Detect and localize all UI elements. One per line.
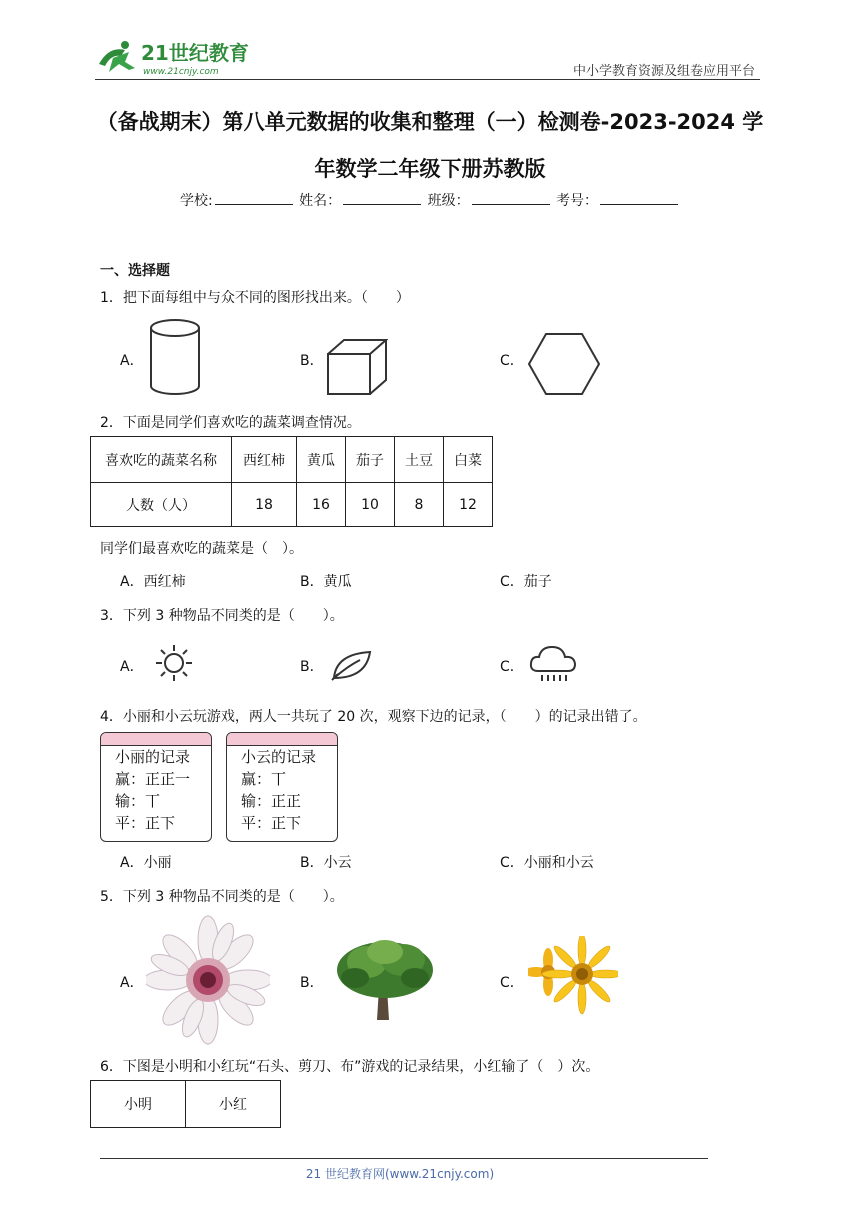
q3-option-c[interactable]: C．	[500, 659, 524, 675]
table-header-cell: 茄子	[346, 437, 395, 483]
question-1: 1．把下面每组中与众不同的图形找出来。（ ）	[100, 290, 410, 306]
table-header-cell: 土豆	[395, 437, 444, 483]
question-4: 4．小丽和小云玩游戏，两人一共玩了 20 次，观察下边的记录，（ ）的记录出错了。	[100, 709, 647, 725]
card-top-bar	[101, 733, 211, 746]
question-3: 3．下列 3 种物品不同类的是（ ）。	[100, 608, 344, 624]
title-line-2: 年数学二年级下册苏教版	[314, 157, 546, 181]
tree-image	[333, 934, 437, 1026]
school-label: 学校:	[179, 193, 213, 209]
table-cell: 16	[297, 483, 346, 527]
class-label: 班级：	[427, 193, 470, 209]
table-cell: 12	[444, 483, 493, 527]
section-heading: 一、选择题	[100, 263, 170, 279]
title-line-1: （备战期末）第八单元数据的收集和整理（一）检测卷-2023-2024 学	[96, 110, 764, 134]
card-line: 输：正正	[241, 792, 302, 810]
q3-option-a[interactable]: A．	[120, 659, 144, 675]
table-header-cell: 小明	[91, 1081, 186, 1128]
q2-option-b[interactable]: B．黄瓜	[300, 574, 352, 590]
card-title: 小丽的记录	[115, 748, 191, 766]
footer-text[interactable]: 21 世纪教育网(www.21cnjy.com)	[305, 1167, 495, 1181]
question-6: 6．下图是小明和小红玩“石头、剪刀、布”游戏的记录结果，小红输了（ ）次。	[100, 1059, 600, 1075]
class-blank[interactable]	[472, 190, 550, 205]
yellow-flower-image	[528, 936, 618, 1020]
q3-option-b[interactable]: B．	[300, 659, 324, 675]
table-header-cell: 喜欢吃的蔬菜名称	[91, 437, 232, 483]
footer-divider	[100, 1158, 708, 1159]
platform-name: 中小学教育资源及组卷应用平台	[572, 64, 755, 79]
q2-option-a[interactable]: A．西红柿	[120, 574, 186, 590]
table-header-cell: 西红柿	[232, 437, 297, 483]
table-cell: 18	[232, 483, 297, 527]
q1-option-b[interactable]: B．	[300, 353, 324, 369]
logo-url: www.21cnjy.com	[143, 67, 219, 77]
sun-icon	[154, 643, 194, 687]
question-2-sub: 同学们最喜欢吃的蔬菜是（ ）。	[100, 541, 303, 557]
q4-option-c[interactable]: C．小丽和小云	[500, 855, 594, 871]
table-header-cell: 小红	[186, 1081, 281, 1128]
card-line: 平：正下	[241, 814, 302, 832]
card-line: 赢：丅	[241, 770, 287, 788]
q1-option-a[interactable]: A．	[120, 353, 144, 369]
game-record-table	[90, 1080, 281, 1128]
card-title: 小云的记录	[241, 748, 317, 766]
daisy-flower-image	[146, 914, 270, 1050]
xiaoli-record-card	[100, 732, 212, 842]
name-label: 姓名：	[299, 193, 342, 209]
header-divider	[95, 79, 760, 80]
q2-option-c[interactable]: C．茄子	[500, 574, 552, 590]
exam-no-label: 考号：	[556, 193, 599, 209]
cube-icon	[326, 338, 388, 400]
q5-option-b[interactable]: B．	[300, 975, 324, 991]
question-5: 5．下列 3 种物品不同类的是（ ）。	[100, 889, 344, 905]
cylinder-icon	[148, 318, 202, 400]
exam-no-blank[interactable]	[600, 190, 678, 205]
q4-option-b[interactable]: B．小云	[300, 855, 352, 871]
logo	[95, 36, 255, 80]
card-line: 平：正下	[115, 814, 176, 832]
leaf-icon	[330, 648, 374, 686]
card-top-bar	[227, 733, 337, 746]
hexagon-icon	[527, 332, 601, 400]
name-blank[interactable]	[343, 190, 421, 205]
logo-text: 21世纪教育	[141, 41, 249, 65]
table-header-cell: 黄瓜	[297, 437, 346, 483]
q5-option-c[interactable]: C．	[500, 975, 524, 991]
q1-option-c[interactable]: C．	[500, 353, 524, 369]
question-2: 2．下面是同学们喜欢吃的蔬菜调查情况。	[100, 415, 361, 431]
school-blank[interactable]	[215, 190, 293, 205]
q4-option-a[interactable]: A．小丽	[120, 855, 172, 871]
vegetable-table	[90, 436, 493, 527]
table-cell: 10	[346, 483, 395, 527]
q5-option-a[interactable]: A．	[120, 975, 144, 991]
card-line: 赢：正正一	[115, 770, 191, 788]
card-line: 输：丅	[115, 792, 161, 810]
xiaoyun-record-card	[226, 732, 338, 842]
table-cell: 8	[395, 483, 444, 527]
student-info	[0, 190, 860, 210]
table-header-cell: 白菜	[444, 437, 493, 483]
table-cell: 人数（人）	[91, 483, 232, 527]
rain-cloud-icon	[528, 643, 578, 689]
